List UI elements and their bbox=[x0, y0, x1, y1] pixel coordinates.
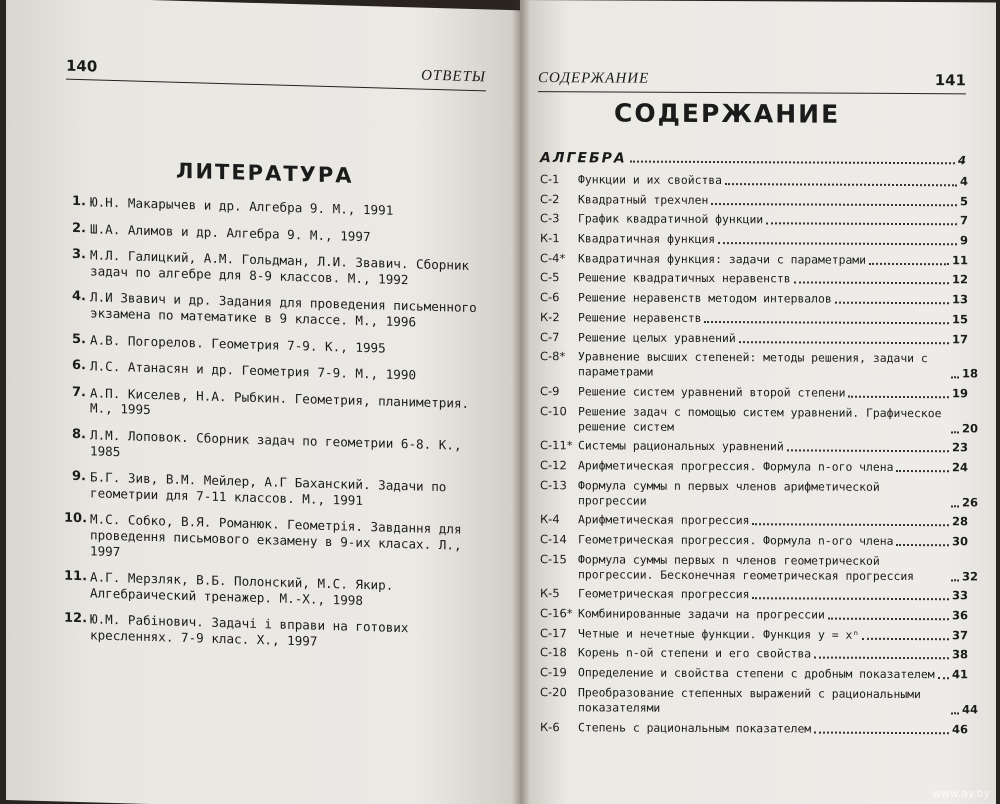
toc-entry-title-wrap bbox=[578, 587, 968, 604]
toc-entry bbox=[540, 330, 968, 347]
toc-entry-code: С-18 bbox=[540, 645, 567, 660]
toc-entry-code: С-7 bbox=[540, 329, 560, 344]
reference-text: Л.С. Атанасян и др. Геометрия 7-9. М., 1990 bbox=[90, 358, 417, 383]
toc-entry-title-wrap bbox=[578, 231, 968, 248]
toc-entry-page: 32 bbox=[962, 569, 979, 584]
toc-entry-page: 18 bbox=[962, 366, 979, 381]
toc-entry-title-wrap bbox=[578, 403, 979, 436]
toc-entry-code: К-1 bbox=[540, 231, 560, 246]
reference-number: 5. bbox=[72, 331, 86, 347]
reference-number: 9. bbox=[72, 468, 86, 485]
watermark: www.ay.by bbox=[931, 787, 990, 800]
reference-item bbox=[64, 611, 484, 654]
toc-entry bbox=[540, 310, 968, 327]
reference-text: А.П. Киселев, Н.А. Рыбкин. Геометрия, планиметрия. М., 1995 bbox=[90, 385, 470, 418]
toc-entry-code: С-12 bbox=[540, 458, 567, 473]
toc-entry-title-wrap bbox=[578, 271, 968, 288]
toc-entry-title-wrap bbox=[578, 439, 968, 456]
toc-entry-title: Решение неравенств bbox=[578, 310, 702, 325]
reference-number: 7. bbox=[72, 384, 86, 400]
leader-dots bbox=[739, 341, 949, 344]
toc-entry-title-wrap bbox=[578, 477, 979, 510]
toc-entry-title: Определение и свойства степени с дробным показателем bbox=[578, 665, 935, 682]
toc-entry-code: С-14 bbox=[540, 532, 567, 547]
leader-dots bbox=[869, 263, 949, 265]
toc-entry-code: К-5 bbox=[540, 586, 560, 601]
toc-entry-title: Формула суммы n первых членов арифметической прогрессии bbox=[578, 477, 880, 508]
toc-entry bbox=[540, 512, 968, 529]
toc-entry-title: Степень с рациональным показателем bbox=[578, 719, 812, 736]
toc-entry bbox=[540, 290, 968, 307]
toc-entry bbox=[540, 438, 968, 455]
toc-entry-code: С-10 bbox=[540, 403, 567, 418]
toc-entry-title: Четные и нечетные функции. Функция y = xⁿ bbox=[578, 626, 860, 642]
toc-entry-code: С-8* bbox=[540, 349, 566, 364]
toc-entry-page: 41 bbox=[951, 667, 968, 682]
reference-text: Л.М. Лоповок. Сборник задач по геометрии 6-8. К., 1985 bbox=[90, 427, 462, 459]
leader-dots bbox=[896, 544, 949, 546]
reference-number: 2. bbox=[72, 220, 86, 236]
reference-text: Ш.А. Алимов и др. Алгебра 9. М., 1997 bbox=[90, 220, 371, 244]
toc-section-algebra bbox=[540, 150, 968, 174]
leader-dots bbox=[951, 712, 959, 714]
toc-entry-code: С-13 bbox=[540, 477, 567, 492]
leader-dots bbox=[718, 242, 957, 245]
leader-dots bbox=[951, 579, 959, 581]
leader-dots bbox=[766, 223, 957, 226]
leader-dots bbox=[848, 396, 949, 399]
toc-entry-title: Квадратичная функция bbox=[578, 231, 716, 247]
leader-dots bbox=[752, 598, 949, 601]
reference-item bbox=[64, 331, 484, 358]
toc-entry-title-wrap bbox=[578, 665, 968, 682]
toc-entry-title: Арифметическая прогрессия bbox=[578, 512, 750, 528]
toc-entry bbox=[540, 626, 968, 643]
reference-number: 8. bbox=[72, 426, 86, 443]
toc-entry-page: 11 bbox=[951, 253, 968, 268]
toc-entry bbox=[540, 665, 968, 682]
toc-entry-code: С-17 bbox=[540, 625, 567, 640]
toc-entry-title: Геометрическая прогрессия. Формула n-ого члена bbox=[578, 532, 894, 548]
reference-text: М.Л. Галицкий, А.М. Гольдман, Л.И. Звавич. Сборник задач по алгебре для 8-9 классов. М., 1992 bbox=[90, 247, 470, 288]
running-header bbox=[538, 62, 966, 94]
reference-list bbox=[64, 194, 484, 665]
toc-entry-page: 13 bbox=[951, 292, 968, 307]
leader-dots bbox=[951, 431, 959, 433]
running-title: СОДЕРЖАНИЕ bbox=[538, 70, 650, 87]
toc-entry bbox=[540, 458, 968, 475]
toc-entry-title-wrap bbox=[578, 384, 968, 401]
table-of-contents bbox=[540, 150, 979, 741]
reference-item bbox=[64, 358, 484, 385]
toc-entry bbox=[540, 192, 968, 209]
reference-number: 6. bbox=[72, 358, 86, 374]
toc-entry-title: Системы рациональных уравнений bbox=[578, 438, 784, 454]
toc-entry-title-wrap bbox=[578, 606, 968, 623]
toc-entry-title: Квадратичная функция: задачи с параметрами bbox=[578, 251, 867, 267]
page-heading: СОДЕРЖАНИЕ bbox=[614, 98, 841, 129]
toc-entry-code: С-1 bbox=[540, 172, 560, 187]
toc-entry-title-wrap bbox=[578, 551, 979, 584]
leader-dots bbox=[787, 450, 949, 453]
toc-entry-page: 36 bbox=[951, 608, 968, 623]
reference-item bbox=[64, 511, 484, 570]
leader-dots bbox=[630, 161, 955, 165]
toc-entry bbox=[540, 646, 968, 663]
reference-text: А.Г. Мерзляк, В.Б. Полонский, М.С. Якир. Алгебраический тренажер. М.-Х., 1998 bbox=[90, 569, 394, 608]
toc-entry-title: Комбинированные задачи на прогрессии bbox=[578, 606, 825, 622]
toc-entry bbox=[540, 606, 968, 623]
leader-dots bbox=[938, 677, 949, 679]
toc-entry-page: 28 bbox=[951, 514, 968, 529]
reference-item bbox=[64, 427, 484, 470]
toc-entry-code: С-15 bbox=[540, 551, 567, 566]
toc-entry bbox=[540, 532, 968, 549]
leader-dots bbox=[835, 302, 949, 305]
reference-text: Ю.М. Рабінович. Задачі і вправи на готових кресленнях. 7-9 клас. Х., 1997 bbox=[90, 611, 409, 649]
running-title: ОТВЕТЫ bbox=[421, 67, 486, 86]
reference-item bbox=[64, 569, 484, 612]
toc-entry-title: Решение задач с помощью систем уравнений. Графическое решение систем bbox=[578, 403, 942, 434]
toc-entry-code: С-20 bbox=[540, 684, 567, 700]
reference-text: Б.Г. Зив, В.М. Мейлер, А.Г Баханский. Задачи по геометрии для 7-11 классов. М., 1991 bbox=[90, 469, 447, 508]
leader-dots bbox=[794, 282, 949, 285]
toc-entry bbox=[540, 720, 968, 737]
toc-entry-page: 17 bbox=[951, 331, 968, 346]
toc-entry-page: 26 bbox=[962, 494, 979, 510]
toc-entry-title: Уравнение высших степеней: методы решения, задачи с параметрами bbox=[578, 349, 928, 379]
leader-dots bbox=[896, 470, 949, 472]
toc-entry bbox=[540, 211, 968, 228]
toc-entry bbox=[540, 172, 968, 189]
toc-entry bbox=[540, 349, 979, 381]
reference-number: 10. bbox=[64, 510, 88, 527]
toc-entry-code: К-6 bbox=[540, 719, 560, 734]
toc-entry-page: 37 bbox=[951, 628, 968, 643]
toc-entry-code: С-2 bbox=[540, 191, 560, 206]
toc-entry-page: 30 bbox=[951, 534, 968, 549]
toc-entry bbox=[540, 271, 968, 288]
toc-entry-page: 9 bbox=[959, 233, 968, 248]
book-gutter bbox=[512, 0, 530, 804]
toc-entry bbox=[540, 403, 979, 436]
toc-entry-title-wrap bbox=[578, 251, 968, 268]
toc-entry-code: С-19 bbox=[540, 665, 567, 680]
toc-entry-code: К-4 bbox=[540, 512, 560, 527]
toc-entry-title-wrap bbox=[578, 720, 968, 737]
toc-entry-page: 19 bbox=[951, 386, 968, 401]
toc-entry-page: 7 bbox=[959, 213, 968, 228]
page-number: 141 bbox=[934, 71, 966, 90]
toc-entry-page: 33 bbox=[951, 588, 968, 603]
toc-entry-code: К-2 bbox=[540, 309, 560, 325]
toc-entry-title: Корень n-ой степени и его свойства bbox=[578, 645, 812, 661]
toc-entry-page: 38 bbox=[951, 647, 968, 662]
running-header bbox=[66, 50, 486, 92]
toc-entry-page: 12 bbox=[951, 272, 968, 287]
reference-item bbox=[64, 384, 484, 427]
reference-item bbox=[64, 289, 484, 332]
toc-entry-code: С-3 bbox=[540, 211, 560, 226]
leader-dots bbox=[711, 203, 957, 206]
reference-text: М.С. Собко, В.Я. Романюк. Геометрія. Завдання для проведення письмового екзамену в 9-их класах. Л., 1997 bbox=[90, 511, 462, 559]
toc-entry bbox=[540, 384, 968, 401]
toc-entry-title-wrap bbox=[578, 349, 979, 381]
reference-number: 1. bbox=[72, 193, 86, 210]
toc-entry-title: Квадратный трехчлен bbox=[578, 191, 709, 207]
reference-text: Ю.Н. Макарычев и др. Алгебра 9. М., 1991 bbox=[90, 194, 394, 218]
toc-entry-page: 20 bbox=[962, 420, 979, 435]
toc-entry-title: Решение неравенств методом интервалов bbox=[578, 290, 832, 306]
toc-entry-page: 44 bbox=[962, 702, 979, 717]
toc-entry bbox=[540, 251, 968, 268]
toc-entry-title-wrap bbox=[578, 513, 968, 530]
toc-entry bbox=[540, 586, 968, 603]
toc-entry-title: Преобразование степенных выражений с рациональными показателями bbox=[578, 685, 921, 715]
leader-dots bbox=[951, 505, 959, 507]
toc-entry-page: 46 bbox=[951, 721, 968, 736]
toc-entry-page: 23 bbox=[951, 440, 968, 455]
toc-entry-code: С-9 bbox=[540, 383, 560, 399]
toc-entry-title-wrap bbox=[578, 330, 968, 347]
toc-entry-code: С-4* bbox=[540, 250, 566, 265]
toc-entry-title-wrap bbox=[578, 212, 968, 229]
toc-entry bbox=[540, 551, 979, 584]
toc-entry-page: 5 bbox=[959, 193, 968, 209]
reference-number: 4. bbox=[72, 289, 86, 305]
toc-entry-code: С-5 bbox=[540, 270, 560, 285]
reference-text: Л.И Звавич и др. Задания для проведения письменного экзамена по математике в 9 классе. М., 1996 bbox=[90, 289, 477, 330]
toc-entry-title-wrap bbox=[578, 310, 968, 327]
toc-entry-title-wrap bbox=[578, 532, 968, 549]
toc-entry-title-wrap bbox=[578, 685, 979, 717]
toc-entry-title-wrap bbox=[578, 192, 968, 209]
toc-entry-title-wrap bbox=[578, 626, 968, 643]
toc-entry-code: С-6 bbox=[540, 290, 560, 305]
toc-entry-title-wrap bbox=[578, 172, 968, 189]
toc-entry-page: 15 bbox=[951, 312, 968, 327]
leader-dots bbox=[814, 731, 949, 734]
toc-entry bbox=[540, 231, 968, 248]
left-page bbox=[6, 0, 520, 804]
leader-dots bbox=[862, 638, 949, 640]
reference-item bbox=[64, 220, 484, 247]
leader-dots bbox=[814, 657, 949, 660]
toc-entry-code: С-11* bbox=[540, 438, 573, 453]
page-heading: ЛИТЕРАТУРА bbox=[176, 158, 354, 188]
reference-item bbox=[64, 194, 484, 221]
toc-entry-title-wrap bbox=[578, 646, 968, 663]
leader-dots bbox=[752, 524, 949, 527]
section-page: 4 bbox=[957, 153, 968, 168]
right-page bbox=[520, 0, 996, 804]
toc-entry-code: С-16* bbox=[540, 606, 573, 621]
toc-entry-title: График квадратичной функции bbox=[578, 211, 764, 227]
page-number: 140 bbox=[66, 56, 98, 76]
toc-entry bbox=[540, 684, 979, 717]
toc-entry-title: Формула суммы первых n членов геометрической прогрессии. Бесконечная геометрическая прогрессия bbox=[578, 551, 915, 583]
toc-entry-title: Решение систем уравнений второй степени bbox=[578, 384, 846, 400]
toc-entry bbox=[540, 477, 979, 510]
section-title: АЛГЕБРА bbox=[540, 150, 627, 167]
toc-entry-title-wrap bbox=[578, 458, 968, 475]
leader-dots bbox=[828, 618, 949, 621]
reference-number: 3. bbox=[72, 247, 86, 263]
reference-item bbox=[64, 469, 484, 512]
toc-entry-title: Решение квадратичных неравенств bbox=[578, 270, 791, 286]
reference-number: 11. bbox=[64, 568, 88, 585]
reference-item bbox=[64, 247, 484, 290]
leader-dots bbox=[951, 376, 959, 378]
toc-entry-title: Решение целых уравнений bbox=[578, 329, 736, 345]
toc-entry-page: 24 bbox=[951, 460, 968, 475]
reference-text: А.В. Погорелов. Геометрия 7-9. К., 1995 bbox=[90, 331, 386, 356]
leader-dots bbox=[704, 321, 949, 324]
leader-dots bbox=[725, 183, 957, 186]
toc-entry-title: Геометрическая прогрессия bbox=[578, 586, 750, 602]
reference-number: 12. bbox=[64, 610, 88, 627]
toc-entry-title-wrap bbox=[578, 290, 968, 307]
toc-entry-page: 4 bbox=[959, 174, 968, 189]
toc-entry-title: Арифметическая прогрессия. Формула n-ого члена bbox=[578, 458, 894, 474]
toc-entry-title: Функции и их свойства bbox=[578, 172, 723, 188]
